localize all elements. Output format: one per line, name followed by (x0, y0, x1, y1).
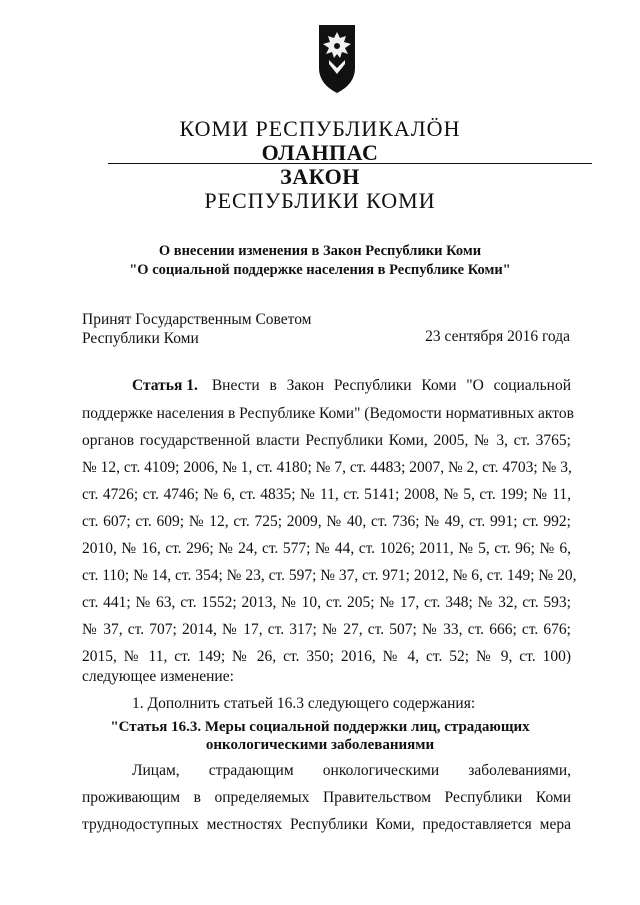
adopted-by-line-1: Принят Государственным Советом (82, 311, 312, 328)
article1-last-line: следующее изменение: (82, 668, 234, 685)
article1-line: № 37, ст. 707; 2014, № 17, ст. 317; № 27, ст. 507; № 33, ст. 666; ст. 676; (82, 621, 571, 638)
article-16-3-line: проживающим в определяемых Правительством Республики Коми (82, 789, 571, 806)
header-republic-line: РЕСПУБЛИКИ КОМИ (204, 188, 436, 213)
article1-first-line-text: Внести в Закон Республики Коми "О социальной (211, 377, 571, 394)
article-16-3-title-line-1: "Статья 16.3. Меры социальной поддержки лиц, страдающих (110, 719, 530, 735)
header-olanpas: ОЛАНПАС (261, 140, 379, 165)
article1-line: ст. 4726; ст. 4746; № 6, ст. 4835; № 11, ст. 5141; 2008, № 5, ст. 199; № 11, (82, 486, 571, 503)
coat-of-arms-emblem-icon (318, 24, 356, 94)
article1-item-1: 1. Дополнить статьей 16.3 следующего содержания: (132, 695, 476, 712)
header-zakon: ЗАКОН (280, 164, 360, 189)
article1-line: № 12, ст. 4109; 2006, № 1, ст. 4180; № 7, ст. 4483; 2007, № 2, ст. 4703; № 3, (82, 459, 572, 476)
article1-line: 2015, № 11, ст. 149; № 26, ст. 350; 2016, № 4, ст. 52; № 9, ст. 100) (82, 648, 571, 665)
article1-line: поддержке населения в Республике Коми" (Ведомости нормативных актов (82, 405, 574, 422)
adopted-by-line-2: Республики Коми (82, 330, 199, 347)
article1-line: ст. 441; № 63, ст. 1552; 2013, № 10, ст. 205; № 17, ст. 348; № 32, ст. 593; (82, 594, 571, 611)
article-16-3-line: Лицам, страдающим онкологическими заболеваниями, (132, 762, 571, 779)
article-16-3-title-line-2: онкологическими заболеваниями (205, 737, 435, 753)
law-subtitle-line-2: "О социальной поддержке населения в Республике Коми" (129, 262, 511, 278)
article-16-3-line: труднодоступных местностях Республики Коми, предоставляется мера (82, 816, 571, 833)
article1-line: 2010, № 16, ст. 296; № 24, ст. 577; № 44, ст. 1026; 2011, № 5, ст. 96; № 6, (82, 540, 571, 557)
article1-line: органов государственной власти Республики Коми, 2005, № 3, ст. 3765; (82, 432, 571, 449)
header-komi-language-line: КОМИ РЕСПУБЛИКАЛӦН (179, 116, 461, 141)
article1-label: Статья 1. (132, 377, 198, 394)
article1-first-line (132, 376, 571, 396)
adoption-date: 23 сентября 2016 года (425, 328, 570, 345)
article1-line: ст. 607; ст. 609; № 12, ст. 725; 2009, № 40, ст. 736; № 49, ст. 991; ст. 992; (82, 513, 571, 530)
article1-line: ст. 110; № 14, ст. 354; № 23, ст. 597; № 37, ст. 971; 2012, № 6, ст. 149; № 20, (82, 567, 577, 584)
law-subtitle-line-1: О внесении изменения в Закон Республики Коми (158, 243, 482, 259)
